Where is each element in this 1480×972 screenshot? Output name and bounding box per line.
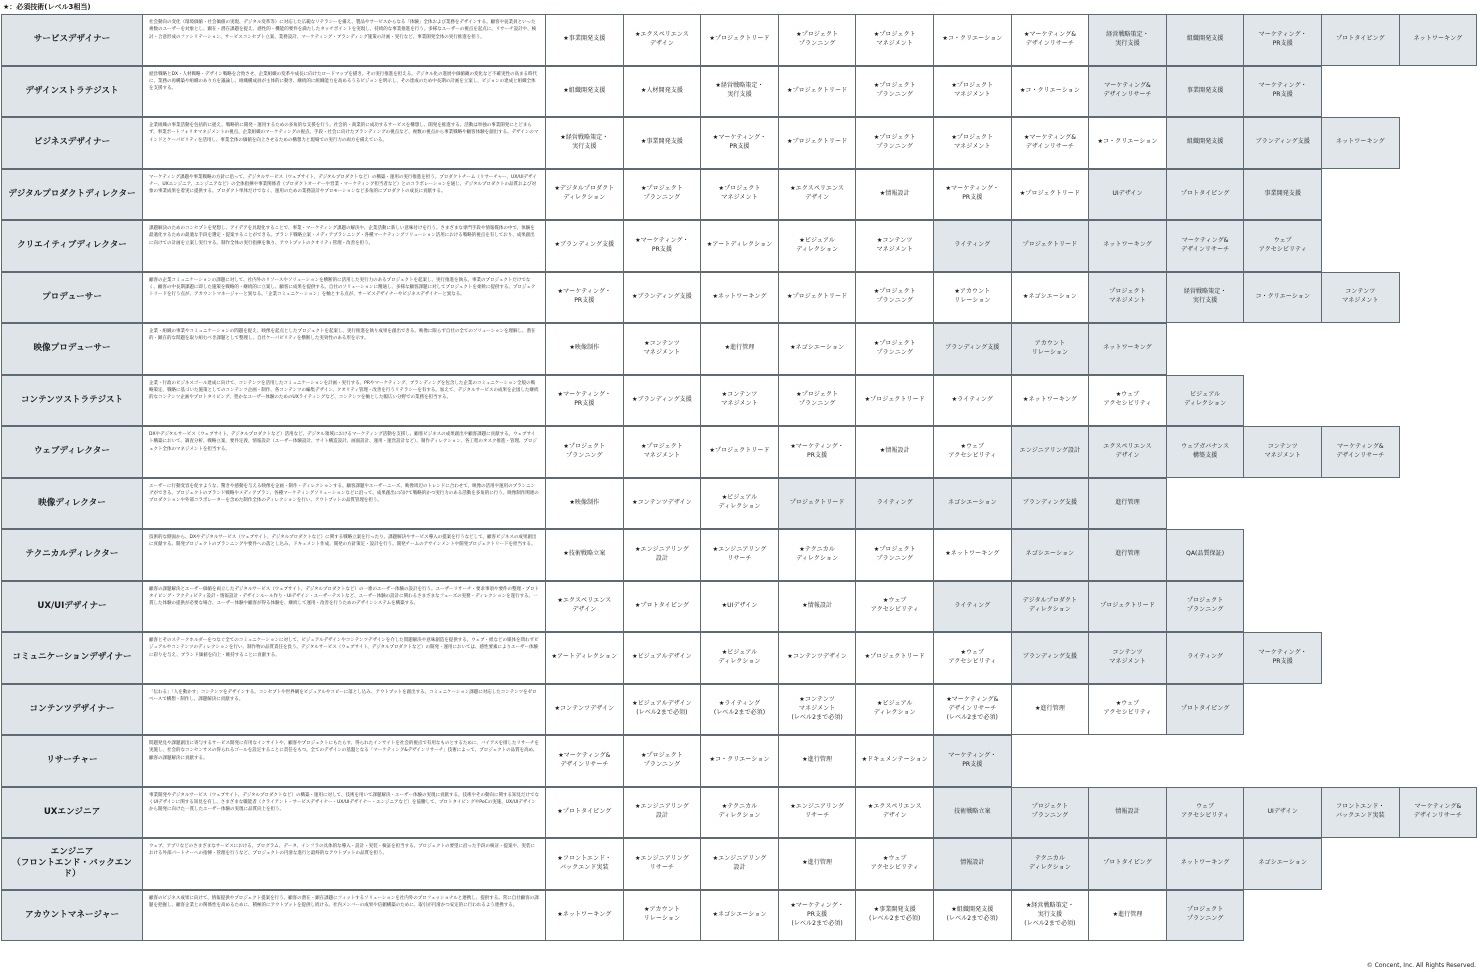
required-skill-cell: ★ウェブ アクセシビリティ xyxy=(856,581,934,633)
optional-skill-cell: フロントエンド・ バックエンド実装 xyxy=(1322,787,1400,839)
required-skill-cell: ★エンジニアリング リサーチ xyxy=(779,787,857,839)
required-skill-cell: ★ウェブ アクセシビリティ xyxy=(934,632,1012,684)
optional-skill-cell: マーケティング& デザインリサーチ xyxy=(1400,787,1478,839)
role-row xyxy=(1,632,1480,684)
optional-skill-cell: 技術戦略立案 xyxy=(934,787,1012,839)
role-title: アカウントマネージャー xyxy=(1,890,143,942)
required-skill-cell: ★プロジェクト プランニング xyxy=(856,272,934,324)
role-row xyxy=(1,14,1480,66)
role-title: ウェブディレクター xyxy=(1,426,143,478)
required-skill-cell: ★エンジニアリング 設計 xyxy=(624,787,702,839)
optional-skill-cell: ネットワーキング xyxy=(1089,220,1167,272)
required-skill-cell: ★プロジェクト プランニング xyxy=(546,426,624,478)
required-skill-cell: ★コンテンツ マネジメント xyxy=(701,375,779,427)
required-skill-cell: ★プロジェクトリード xyxy=(779,272,857,324)
required-skill-cell: ★プロジェクト マネジメント xyxy=(934,117,1012,169)
required-skill-cell: ★プロジェクト プランニング xyxy=(624,169,702,221)
required-skill-cell: ★事業開発支援 xyxy=(546,14,624,66)
optional-skill-cell: ライティング xyxy=(1167,632,1245,684)
optional-skill-cell: プロジェクトリード xyxy=(1012,220,1090,272)
optional-skill-cell: プロトタイピング xyxy=(1167,684,1245,736)
required-skill-cell: ★ネットワーキング xyxy=(934,529,1012,581)
required-skill-cell: ★プロジェクトリード xyxy=(701,426,779,478)
role-title: エンジニア （フロントエンド・バックエンド） xyxy=(1,838,143,890)
required-skill-cell: ★プロジェクトリード xyxy=(1012,169,1090,221)
optional-skill-cell: 進行管理 xyxy=(1089,529,1167,581)
required-skill-cell: ★アートディレクション xyxy=(701,220,779,272)
optional-skill-cell: エクスペリエンス デザイン xyxy=(1089,426,1167,478)
required-skill-cell: ★コンテンツデザイン xyxy=(624,478,702,530)
required-skill-cell: ★進行管理 xyxy=(1089,890,1167,942)
required-skill-cell: ★情報設計 xyxy=(856,169,934,221)
required-skill-cell: ★プロジェクト プランニング xyxy=(624,735,702,787)
required-skill-cell: ★プロトタイピング xyxy=(546,787,624,839)
role-description: 社会動向の変化（環境価値・社会価値の実現、デジタル変革等）に対応した広範なリテラシーを備え、製品やサービスからなる「体験」全体および業務をデザインする。顧客や従業員といった複数のユーザーを対象とし、顕在・潜在課題を捉え、感性的・機能的要件を満たしたタッチポイントを実現し、持続的な事業推進を行う。多様なユーザーの視点を起点に、リサーチ設計や、検討・合意形成のファシリテーション、サービスコンセプト立案、業務設計、マーケティング・ブランディング施策の計画・実行など、事業開発全体の実行推進を担う。 xyxy=(143,14,546,66)
required-skill-cell: ★組織開発支援 xyxy=(546,66,624,118)
required-skill-cell: ★ウェブ アクセシビリティ xyxy=(1089,375,1167,427)
role-row xyxy=(1,478,1480,530)
required-skill-cell: ★プロジェクト プランニング xyxy=(779,375,857,427)
required-skill-cell: ★ネットワーキング xyxy=(546,890,624,942)
required-skill-cell: ★コ・クリエーション xyxy=(1012,66,1090,118)
optional-skill-cell: マーケティング& デザインリサーチ xyxy=(1089,66,1167,118)
required-skill-cell: ★進行管理 xyxy=(779,838,857,890)
required-skill-cell: ★エクスペリエンス デザイン xyxy=(856,787,934,839)
optional-skill-cell: 経営戦略策定・ 実行支援 xyxy=(1089,14,1167,66)
required-skill-cell: ★ドキュメンテーション xyxy=(856,735,934,787)
role-description: 問題発見や課題創出に寄与するサービス開発に有用なインサイトや、顧客やプロジェクトにもたらす、得られたインサイトを社会的視点で有用なものとするために、バイアスを排したリサーチを実施し、社会的なコンセンサスの得られるゴールを設定することに責任をもつ。全てのデザインの基盤となる「マーケティング&デザインリサーチ」技術によって、プロジェクトの品質を高め、顧客の課題解決に貢献する。 xyxy=(143,735,546,787)
optional-skill-cell: QA(品質保証) xyxy=(1167,529,1245,581)
required-skill-cell: ★プロジェクトリード xyxy=(779,117,857,169)
required-skill-cell: ★プロトタイピング xyxy=(624,581,702,633)
role-row xyxy=(1,272,1480,324)
required-skill-cell: ★プロジェクトリード xyxy=(701,14,779,66)
optional-skill-cell: アカウント リレーション xyxy=(1012,323,1090,375)
optional-skill-cell: マーケティング・ PR支援 xyxy=(1244,66,1322,118)
required-skill-cell: ★ネットワーキング xyxy=(1012,375,1090,427)
role-title: テクニカルディレクター xyxy=(1,529,143,581)
required-skill-cell: ★映像制作 xyxy=(546,478,624,530)
role-title: 映像ディレクター xyxy=(1,478,143,530)
optional-skill-cell: ライティング xyxy=(934,581,1012,633)
role-description: 事業開発やデジタルサービス（ウェブサイト、デジタルプロダクトなど）の構築・運用に対して、技術を用いて課題解決・ユーザー体験の実現に貢献する。技術やその動向に関する知見だけでなくUIデザインに関する知見を有し、さまざまな職能者（クライアント・サービスデザイナー・UX/UIデザイナー・エンジニアなど）を協働して、プロトタイピングやPoCの実施、UX/UIデザインから開発に向けた一貫したユーザー体験の実現に品質向上を担う。 xyxy=(143,787,546,839)
role-row xyxy=(1,117,1480,169)
required-skill-cell: ★コ・クリエーション xyxy=(1089,117,1167,169)
required-skill-cell: ★エンジニアリング 設計 xyxy=(701,838,779,890)
required-skill-cell: ★ウェブ アクセシビリティ xyxy=(1089,684,1167,736)
required-skill-cell: ★人材開発支援 xyxy=(624,66,702,118)
optional-skill-cell: UIデザイン xyxy=(1089,169,1167,221)
role-row xyxy=(1,684,1480,736)
optional-skill-cell: ネゴシエーション xyxy=(934,478,1012,530)
required-skill-cell: ★事業開発支援 (レベル2まで必須) xyxy=(856,890,934,942)
required-skill-cell: ★マーケティング・ PR支援 xyxy=(546,375,624,427)
optional-skill-cell: 事業開発支援 xyxy=(1244,169,1322,221)
role-title: クリエイティブディレクター xyxy=(1,220,143,272)
optional-skill-cell: ブランディング支援 xyxy=(934,323,1012,375)
required-skill-cell: ★進行管理 xyxy=(779,735,857,787)
role-description: 技術的な側面から、DXやデジタルサービス（ウェブサイト、デジタルプロダクトなど）に関する戦略立案を行ったり、課題解決やサービス導入の提案を行うなどして、顧客ビジネスの成果創出に貢献する。開発プロジェクトのプランニングや要件への落とし込み、ドキュメント作成、開発の方針策定・設計を行う。開発チームのアサインメントや開発プロジェクトリードを担当する。 xyxy=(143,529,546,581)
optional-skill-cell: ネットワーキング xyxy=(1167,838,1245,890)
role-title: UXエンジニア xyxy=(1,787,143,839)
required-skill-cell: ★エンジニアリング リサーチ xyxy=(624,838,702,890)
role-row xyxy=(1,66,1480,118)
optional-skill-cell: ライティング xyxy=(856,478,934,530)
role-description: 顧客とそのステークホルダーをつなぐ全てのコミュニケーションに対して、ビジュアルデザインやコンテンツデザインを介した問題解決や意味創造を提供する。ウェブ・紙などの媒体を問わずビジュアルやコンテンツのディレクションを行い、制作物の品質責任を負う。デジタルサービス（ウェブサイト、デジタルプロダクトなど）の開発・運用においては、感性要素によりユーザー体験に彩りを与え、ブランド価値を向上・維持することに貢献する。 xyxy=(143,632,546,684)
required-skill-cell: ★プロジェクト プランニング xyxy=(856,529,934,581)
optional-skill-cell: ブランディング支援 xyxy=(1012,478,1090,530)
required-skill-cell: ★マーケティング& デザインリサーチ xyxy=(1012,14,1090,66)
required-skill-cell: ★エクスペリエンス デザイン xyxy=(546,581,624,633)
required-skill-cell: ★プロジェクト マネジメント xyxy=(934,66,1012,118)
required-skill-cell: ★プロジェクト マネジメント xyxy=(856,14,934,66)
role-row xyxy=(1,220,1480,272)
required-skill-cell: ★コ・クリエーション xyxy=(934,14,1012,66)
optional-skill-cell: ブランディング支援 xyxy=(1244,117,1322,169)
optional-skill-cell: ネットワーキング xyxy=(1400,14,1478,66)
optional-skill-cell: プロジェクトリード xyxy=(1089,581,1167,633)
required-skill-cell: ★UIデザイン xyxy=(701,581,779,633)
required-skill-cell: ★プロジェクト プランニング xyxy=(856,66,934,118)
required-skill-cell: ★ビジュアル ディレクション xyxy=(856,684,934,736)
required-skill-cell: ★マーケティング・ PR支援 xyxy=(546,272,624,324)
optional-skill-cell: 事業開発支援 xyxy=(1167,66,1245,118)
required-skill-cell: ★マーケティング& デザインリサーチ xyxy=(1012,117,1090,169)
required-skill-cell: ★マーケティング・ PR支援 xyxy=(701,117,779,169)
optional-skill-cell: 情報設計 xyxy=(934,838,1012,890)
required-skill-cell: ★ビジュアル ディレクション xyxy=(701,632,779,684)
optional-skill-cell: ウェブ アクセシビリティ xyxy=(1167,787,1245,839)
optional-skill-cell: ウェブ アクセシビリティ xyxy=(1244,220,1322,272)
required-skill-cell: ★コンテンツデザイン xyxy=(546,684,624,736)
role-row xyxy=(1,890,1480,942)
required-skill-cell: ★ライティング xyxy=(934,375,1012,427)
required-skill-cell: ★プロジェクト マネジメント xyxy=(701,169,779,221)
required-skill-cell: ★コンテンツ マネジメント xyxy=(624,323,702,375)
required-skill-cell: ★プロジェクト プランニング xyxy=(779,14,857,66)
optional-skill-cell: エンジニアリング設計 xyxy=(1012,426,1090,478)
role-description: 企業・組織の事業やコミュニケーションの問題を捉え、映像を起点としたプロジェクトを起案し、実行推進を執り成果を創出できる。映像に限らず自社の全てのソリューションを理解し、潜在的・顕在的な問題を取り組むべき課題として整理し、自社ケーパビリティを横断した実効性のある形を示す。 xyxy=(143,323,546,375)
required-skill-cell: ★進行管理 xyxy=(1012,684,1090,736)
role-row xyxy=(1,838,1480,890)
required-skill-cell: ★事業開発支援 xyxy=(624,117,702,169)
optional-skill-cell: ライティング xyxy=(934,220,1012,272)
required-skill-cell: ★組織開発支援 (レベル2まで必須) xyxy=(934,890,1012,942)
required-skill-cell: ★エクスペリエンス デザイン xyxy=(624,14,702,66)
role-description: 課題解決のためのコンセプトを発想し、アイデアを具現化することで、事業・マーケティング課題の解決や、企業活動に新しい意味付けを行う。さまざまな専門手段や情報媒体の中で、体験を最適化するための最適な手段を選定・提案することができる。ブランド戦略立案・メディアプランニング・各種マーケティングソリューション活用における戦略的視点を有しており、成果創出に向けての計画を立案し実行する。制作全体の実行指揮を執り、アウトプットのクオリティ管理・改善を担う。 xyxy=(143,220,546,272)
optional-skill-cell: マーケティング・ PR支援 xyxy=(1244,632,1322,684)
optional-skill-cell: コンテンツ マネジメント xyxy=(1322,272,1400,324)
required-skill-cell: ★マーケティング・ PR支援 (レベル2まで必須) xyxy=(779,890,857,942)
required-skill-cell: ★デジタルプロダクト ディレクション xyxy=(546,169,624,221)
required-skill-cell: ★経営戦略策定・ 実行支援 xyxy=(701,66,779,118)
required-skill-cell: ★エンジニアリング 設計 xyxy=(624,529,702,581)
required-skill-cell: ★進行管理 xyxy=(701,323,779,375)
role-description: 企業組織の事業活動を包括的に捉え、戦略的に開発・運用するための多角的な支援を行う。社会的・商業的に成功するサービスを構想し、開発を推進する。活動は単独の事業開発にとどまらず、事業ポートフォリオマネジメントの視点、企業組織のマーケティングの視点、手段・社会に向けたブランディングの視点など、複数の視点から事業戦略や顧客体験を創出する。デザインのマインドとケーパビリティを活用し、事業全体の価値を向上させるための構想力と現場での実行力の両方を備えている。 xyxy=(143,117,546,169)
required-skill-cell: ★経営戦略策定・ 実行支援 xyxy=(546,117,624,169)
optional-skill-cell: プロトタイピング xyxy=(1089,838,1167,890)
required-skill-cell: ★プロジェクト マネジメント xyxy=(624,426,702,478)
optional-skill-cell: 進行管理 xyxy=(1089,478,1167,530)
required-skill-cell: ★コンテンツ マネジメント xyxy=(856,220,934,272)
required-skill-cell: ★ビジュアル ディレクション xyxy=(779,220,857,272)
optional-skill-cell: 組織開発支援 xyxy=(1167,117,1245,169)
required-skill-cell: ★ライティング (レベル2まで必須) xyxy=(701,684,779,736)
required-skill-cell: ★プロジェクトリード xyxy=(856,632,934,684)
role-description: ユーザーに行動変容を促すような、驚きや感動を与える映像を企画・制作・ディレクションする。顧客課題やユーザーニーズ、映像周辺のトレンドに合わせて、映像の活用や運用のプランニングができる。プロジェクトのブランド戦略やメディアプラン、各種マーケティングソリューションなどに沿って、成果創出に向けて戦略的かつ実行力のある活動を多角的に行う。映像制作関連のプロダクションや外部コラボレーターを含めた制作全体のディレクションを行い、アウトプットの品質管理を担う。 xyxy=(143,478,546,530)
required-skill-cell: ★コンテンツ マネジメント (レベル2まで必須) xyxy=(779,684,857,736)
optional-skill-cell: 経営戦略策定・ 実行支援 xyxy=(1167,272,1245,324)
optional-skill-cell: プロジェクト プランニング xyxy=(1167,581,1245,633)
role-title: デザインストラテジスト xyxy=(1,66,143,118)
required-skill-cell: ★コ・クリエーション xyxy=(701,735,779,787)
required-skill-cell: ★経営戦略策定・ 実行支援 (レベル2まで必須) xyxy=(1012,890,1090,942)
role-description: 「伝わる」「人を動かす」コンテンツをデザインする。コンセプトや世界観をビジュアルやコピーに落とし込み、アウトプットを創出する。コミュニケーション課題に対応したコンテンツをゼロベースで構想・制作し、課題解決に貢献する。 xyxy=(143,684,546,736)
optional-skill-cell: プロトタイピング xyxy=(1167,169,1245,221)
optional-skill-cell: コ・クリエーション xyxy=(1244,272,1322,324)
optional-skill-cell: 情報設計 xyxy=(1089,787,1167,839)
required-skill-cell: ★情報設計 xyxy=(856,426,934,478)
required-skill-cell: ★コンテンツデザイン xyxy=(779,632,857,684)
optional-skill-cell: マーケティング& デザインリサーチ xyxy=(1322,426,1400,478)
role-title: コンテンツデザイナー xyxy=(1,684,143,736)
required-skill-cell: ★アートディレクション xyxy=(546,632,624,684)
required-skill-cell: ★ネゴシエーション xyxy=(1012,272,1090,324)
role-title: コミュニケーションデザイナー xyxy=(1,632,143,684)
role-description: ウェブ、アプリなどのさまざまなサービスにおける、プログラム、データ、インフラの具体的な導入・設計・実装・検証を担当する。プロジェクトの要望に沿った手段の検討・提案や、実装における外部パートナーへの指揮・管理を行うなど、プロジェクトの円滑な進行と最終的なアウトプットの品質を担う。 xyxy=(143,838,546,890)
optional-skill-cell: ブランディング支援 xyxy=(1012,632,1090,684)
optional-skill-cell: ネットワーキング xyxy=(1322,117,1400,169)
role-description: DXやデジタルサービス（ウェブサイト、デジタルプロダクトなど）活用など、デジタル領域におけるマーケティング活動を支援し、顧客ビジネスの成果創出や顧客課題に貢献する。ウェブサイト構築において、調査分析、戦略立案、要件定義、情報設計（ユーザー体験設計、サイト構造設計、画面設計、運用・運営設計など）、制作ディレクション、各工程のタスク推進・管理、プロジェクト全体のマネジメントを担当する。 xyxy=(143,426,546,478)
required-skill-cell: ★プロジェクトリード xyxy=(856,375,934,427)
required-skill-cell: ★ブランディング支援 xyxy=(546,220,624,272)
required-skill-cell: ★マーケティング& デザインリサーチ (レベル2まで必須) xyxy=(934,684,1012,736)
required-skill-cell: ★ブランディング支援 xyxy=(624,272,702,324)
optional-skill-cell: プロジェクト プランニング xyxy=(1012,787,1090,839)
role-row xyxy=(1,169,1480,221)
optional-skill-cell: ネゴシエーション xyxy=(1012,529,1090,581)
required-skill-cell: ★ネゴシエーション xyxy=(779,323,857,375)
legend-note: ★：必須技術(レベル3相当) xyxy=(3,3,91,11)
optional-skill-cell: UIデザイン xyxy=(1244,787,1322,839)
copyright: © Concent, Inc. All Rights Reserved. xyxy=(1366,962,1476,969)
required-skill-cell: ★エクスペリエンス デザイン xyxy=(779,169,857,221)
optional-skill-cell: デジタルプロダクト ディレクション xyxy=(1012,581,1090,633)
required-skill-cell: ★ウェブ アクセシビリティ xyxy=(934,426,1012,478)
skills-matrix xyxy=(1,14,1480,941)
optional-skill-cell: マーケティング・ PR支援 xyxy=(934,735,1012,787)
required-skill-cell: ★マーケティング・ PR支援 xyxy=(624,220,702,272)
role-row xyxy=(1,735,1480,787)
required-skill-cell: ★ブランディング支援 xyxy=(624,375,702,427)
required-skill-cell: ★ビジュアル ディレクション xyxy=(701,478,779,530)
role-title: コンテンツストラテジスト xyxy=(1,375,143,427)
required-skill-cell: ★テクニカル ディレクション xyxy=(701,787,779,839)
required-skill-cell: ★映像制作 xyxy=(546,323,624,375)
role-title: ビジネスデザイナー xyxy=(1,117,143,169)
role-row xyxy=(1,375,1480,427)
role-description: 企業・行政のビジネスゴール達成に向けて、コンテンツを活用したコミュニケーションを計画・実行する。PRやマーケティング、ブランディングを包含した企業のコミュニケーション全般の戦略策定、戦略に基づいた施策としてのコンテンツ企画・制作、各コンテンツの編集デザイン、クオリティ管理・改善を行うリテラシーを有する。加えて、デジタルサービスの成果を企図した継続的なコンテンツ企画やプロトタイピング、豊かなユーザー体験のためのUXライティングなど、コンテンツを軸とした幅広い分野での業務を担当する。 xyxy=(143,375,546,427)
optional-skill-cell: ウェブガバナンス 構築支援 xyxy=(1167,426,1245,478)
required-skill-cell: ★プロジェクトリード xyxy=(779,66,857,118)
required-skill-cell: ★技術戦略立案 xyxy=(546,529,624,581)
optional-skill-cell: 組織開発支援 xyxy=(1167,14,1245,66)
role-title: リサーチャー xyxy=(1,735,143,787)
role-title: デジタルプロダクトディレクター xyxy=(1,169,143,221)
required-skill-cell: ★ビジュアルデザイン xyxy=(624,632,702,684)
role-description: 経営戦略とDX・人材戦略・デザイン戦略を合致させ、企業組織の変革や成長に向けたロードマップを描き、その実行推進を担える。デジタル化の進展や価値観の変化など不確実性の高まる時代に、業務の再構築や組織のあり方を議論し、組織構成員が主体的に動き、継続的に組織能力を高めるうるビジョンを明示し、その達成のため中長期の計画を立案し、ビジョンの達成と組織全体を支援する。 xyxy=(143,66,546,118)
role-row xyxy=(1,426,1480,478)
optional-skill-cell: プロトタイピング xyxy=(1322,14,1400,66)
required-skill-cell: ★アカウント リレーション xyxy=(934,272,1012,324)
optional-skill-cell: コンテンツ マネジメント xyxy=(1244,426,1322,478)
role-row xyxy=(1,787,1480,839)
optional-skill-cell: ビジュアル ディレクション xyxy=(1167,375,1245,427)
role-description: 顧客の企業コミュニケーションの課題に対して、社内外のリソースやソリューションを横断的に活用した実行力のあるプロジェクトを起案し、実行推進を執る。事業のプロジェクトだけでなく、顧客の中長期課題に即した施策を戦略的・継続的に立案し、顧客に成果を提供する。自社のソリューションに精通し、多様な顧客課題に対してプロジェクトを柔軟に提供する。プロジェクトリードを行う点が、アカウントマネージャーと異なる。「企業コミュニケーション」を軸とする点が、サービスデザイナーやビジネスデザイナーと異なる。 xyxy=(143,272,546,324)
role-row xyxy=(1,581,1480,633)
required-skill-cell: ★ネットワーキング xyxy=(701,272,779,324)
required-skill-cell: ★フロントエンド・ バックエンド実装 xyxy=(546,838,624,890)
role-title: プロデューサー xyxy=(1,272,143,324)
role-description: 顧客のビジネス成果に向けて、情報提供やプロジェクト提案を行う。顧客の潜在・顕在課題にフィットするソリューションを社内外のプロフェッショナルと連携し、提供する。常に自社顧客の課題を把握し、顧客企業との関係性を高めるために、積極的にアウトプットを提供し続ける。社内メンバーの成果や信頼構築のために、取引が円滑かつ安定的に行われるよう連携する。 xyxy=(143,890,546,942)
required-skill-cell: ★マーケティング& デザインリサーチ xyxy=(546,735,624,787)
role-title: サービスデザイナー xyxy=(1,14,143,66)
required-skill-cell: ★テクニカル ディレクション xyxy=(779,529,857,581)
optional-skill-cell: プロジェクト プランニング xyxy=(1167,890,1245,942)
required-skill-cell: ★マーケティング・ PR支援 xyxy=(934,169,1012,221)
optional-skill-cell: テクニカル ディレクション xyxy=(1012,838,1090,890)
optional-skill-cell: ネットワーキング xyxy=(1089,323,1167,375)
required-skill-cell: ★情報設計 xyxy=(779,581,857,633)
required-skill-cell: ★プロジェクト プランニング xyxy=(856,117,934,169)
required-skill-cell: ★アカウント リレーション xyxy=(624,890,702,942)
optional-skill-cell: マーケティング・ PR支援 xyxy=(1244,14,1322,66)
required-skill-cell: ★ウェブ アクセシビリティ xyxy=(856,838,934,890)
required-skill-cell: ★ビジュアルデザイン (レベル2まで必須) xyxy=(624,684,702,736)
required-skill-cell: ★プロジェクト プランニング xyxy=(856,323,934,375)
optional-skill-cell: プロジェクト マネジメント xyxy=(1089,272,1167,324)
required-skill-cell: ★マーケティング・ PR支援 xyxy=(779,426,857,478)
role-row xyxy=(1,323,1480,375)
required-skill-cell: ★ネゴシエーション xyxy=(701,890,779,942)
optional-skill-cell: コンテンツ マネジメント xyxy=(1089,632,1167,684)
role-description: マーケティング課題や事業戦略の方針に沿って、デジタルサービス（ウェブサイト、デジタルプロダクトなど）の構築・運用の実行推進を担う。プロダクトチーム（リサーチャー、UX/UIデザイナー、UXエンジニア、エンジニアなど）の全体指揮や事業関係者（プロダクトオーナーや営業・マーケティング担当者など）とのコラボレーションを通じ、デジタルプロダクトの品質および対象の事業成果を着実に提供する。プロダクト単体だけでなく、運用のための業務設計やプロモーションなど多角的にプロダクトの成長に貢献する。 xyxy=(143,169,546,221)
optional-skill-cell: マーケティング& デザインリサーチ xyxy=(1167,220,1245,272)
role-title: UX/UIデザイナー xyxy=(1,581,143,633)
optional-skill-cell: ネゴシエーション xyxy=(1244,838,1322,890)
optional-skill-cell: プロジェクトリード xyxy=(779,478,857,530)
role-title: 映像プロデューサー xyxy=(1,323,143,375)
role-row xyxy=(1,529,1480,581)
required-skill-cell: ★エンジニアリング リサーチ xyxy=(701,529,779,581)
role-description: 顧客の課題解決とユーザー価値を両立したデジタルサービス（ウェブサイト、デジタルプロダクトなど）の一連のユーザー体験の設計を行う。ユーザーリサーチ・要求事項や要件の整理・プロトタイピング・アクティビティ設計・情報設計・デザインルール作り・UIデザイン・ユーザーテストなど、ユーザー体験の設計に関わるさまざまなフェーズの実務・ディレクションを遂行する。一貫した体験の提供が必要な場合、ユーザー体験や顧客が得る体験を、継続して運用・改善を行うためのデザインシステムを構築する。 xyxy=(143,581,546,633)
